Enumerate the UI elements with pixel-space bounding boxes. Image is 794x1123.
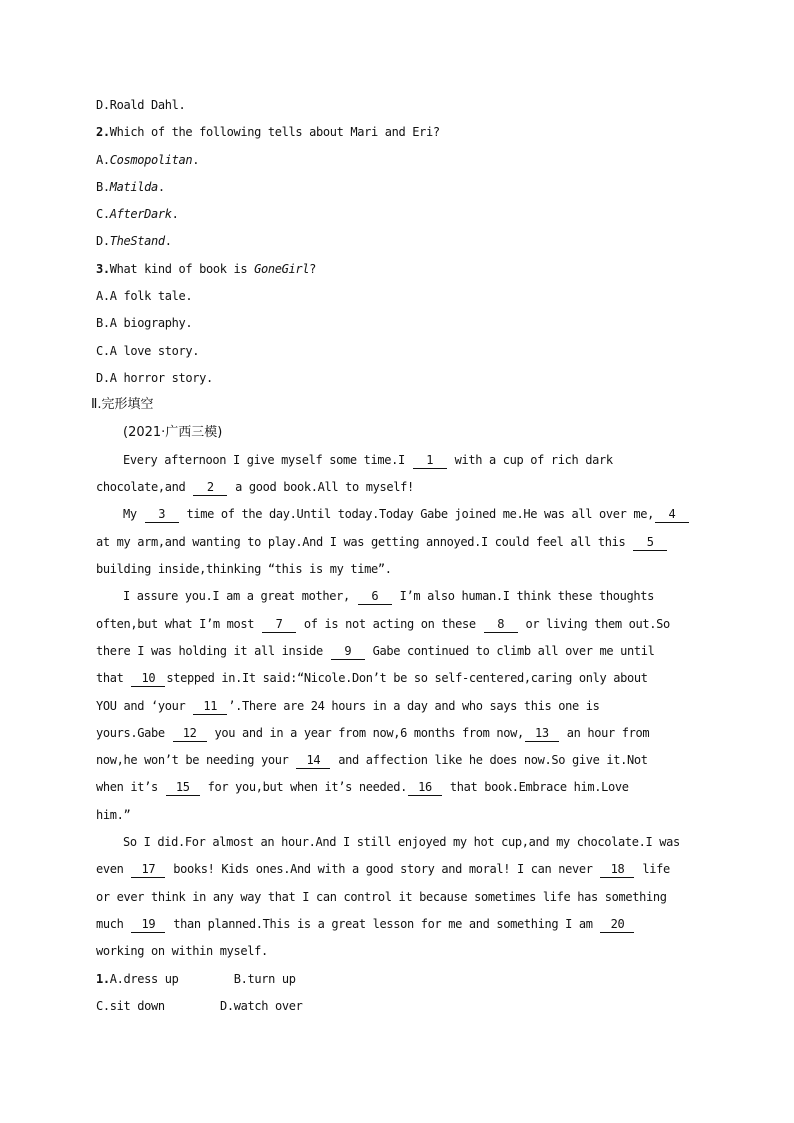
passage-text: often,but what I’m most bbox=[96, 616, 261, 631]
passage-line bbox=[96, 532, 706, 559]
q1-option-d: D.Roald Dahl. bbox=[96, 98, 186, 112]
cloze-passage bbox=[96, 450, 706, 969]
passage-line bbox=[96, 777, 706, 804]
cloze-blank[interactable]: 17 bbox=[131, 862, 165, 878]
book-title: TheStand bbox=[109, 234, 165, 249]
passage-text: time of the day.Until today.Today Gabe joined me.He was all over me, bbox=[179, 507, 654, 522]
passage-text: even bbox=[96, 862, 131, 877]
cloze-q1-row2 bbox=[96, 996, 706, 1023]
q3-option-b[interactable]: B.A biography. bbox=[96, 316, 193, 331]
passage-text: or ever think in any way that I can control it because sometimes life has something bbox=[96, 889, 667, 904]
cloze-q1-option-d[interactable]: D.watch over bbox=[220, 998, 303, 1013]
cloze-blank[interactable]: 20 bbox=[600, 917, 634, 933]
option-end: . bbox=[171, 207, 179, 222]
passage-text: working on within myself. bbox=[96, 944, 268, 959]
passage-text: that bbox=[96, 671, 131, 686]
option-letter: B. bbox=[96, 179, 110, 194]
passage-text: I assure you.I am a great mother, bbox=[123, 589, 357, 604]
cloze-blank[interactable]: 4 bbox=[655, 507, 689, 523]
cloze-blank[interactable]: 2 bbox=[193, 480, 227, 496]
q2-question bbox=[96, 122, 706, 149]
cloze-blank[interactable]: 1 bbox=[413, 453, 447, 469]
cloze-blank[interactable]: 9 bbox=[331, 644, 365, 660]
passage-text: for you,but when it’s needed. bbox=[200, 780, 407, 795]
cloze-blank[interactable]: 10 bbox=[131, 671, 165, 687]
document-page bbox=[91, 95, 706, 1023]
passage-text: stepped in.It said:“Nicole.Don’t be so self-centered,caring only about bbox=[166, 671, 648, 686]
section-title: Ⅱ.完形填空 bbox=[91, 397, 154, 413]
cloze-blank[interactable]: 3 bbox=[145, 507, 179, 523]
book-title: AfterDark bbox=[109, 207, 172, 222]
passage-text: Gabe continued to climb all over me until bbox=[365, 643, 655, 658]
passage-text: I’m also human.I think these thoughts bbox=[392, 589, 654, 604]
q3-option-c[interactable]: C.A love story. bbox=[96, 343, 200, 358]
passage-text: books! Kids ones.And with a good story and moral! I can never bbox=[166, 862, 600, 877]
book-title: Matilda bbox=[109, 179, 158, 194]
passage-line bbox=[96, 641, 706, 668]
passage-line bbox=[96, 450, 706, 477]
option-letter: A. bbox=[96, 152, 110, 167]
cloze-q1-row1 bbox=[96, 969, 706, 996]
passage-text: or living them out.So bbox=[518, 616, 670, 631]
option-letter: C. bbox=[96, 207, 110, 222]
passage-line bbox=[96, 559, 706, 586]
passage-text: ’.There are 24 hours in a day and who says this one is bbox=[228, 698, 600, 713]
cloze-blank[interactable]: 12 bbox=[173, 726, 207, 742]
book-title: Cosmopolitan bbox=[109, 152, 193, 167]
cloze-q1-number: 1. bbox=[96, 971, 110, 986]
q3-question bbox=[96, 259, 706, 286]
cloze-blank[interactable]: 14 bbox=[296, 753, 330, 769]
q3-option-d[interactable]: D.A horror story. bbox=[96, 370, 213, 385]
passage-text: a good book.All to myself! bbox=[228, 480, 414, 495]
passage-text: at my arm,and wanting to play.And I was getting annoyed.I could feel all this bbox=[96, 534, 633, 549]
q2-option-a[interactable] bbox=[96, 150, 706, 177]
passage-text: and affection like he does now.So give it.Not bbox=[331, 753, 648, 768]
passage-line bbox=[96, 696, 706, 723]
passage-line bbox=[96, 941, 706, 968]
passage-text: building inside,thinking “this is my time”. bbox=[96, 562, 392, 577]
passage-line bbox=[96, 750, 706, 777]
passage-text: yours.Gabe bbox=[96, 725, 172, 740]
cloze-q1-option-a[interactable]: A.dress up bbox=[109, 971, 179, 986]
passage-line bbox=[96, 832, 706, 859]
passage-line bbox=[96, 859, 706, 886]
passage-line bbox=[96, 614, 706, 641]
passage-line bbox=[96, 668, 706, 695]
q3-text: What kind of book is bbox=[109, 261, 255, 276]
cloze-blank[interactable]: 6 bbox=[358, 589, 392, 605]
cloze-blank[interactable]: 5 bbox=[633, 535, 667, 551]
q2-option-b[interactable] bbox=[96, 177, 706, 204]
cloze-q1-option-c[interactable]: C.sit down bbox=[96, 998, 165, 1013]
cloze-blank[interactable]: 16 bbox=[408, 780, 442, 796]
passage-line bbox=[96, 586, 706, 613]
passage-line bbox=[96, 477, 706, 504]
cloze-blank[interactable]: 8 bbox=[484, 617, 518, 633]
passage-line bbox=[96, 723, 706, 750]
option-end: . bbox=[157, 179, 165, 194]
q2-option-d[interactable] bbox=[96, 231, 706, 258]
passage-line bbox=[96, 504, 706, 531]
passage-line bbox=[96, 914, 706, 941]
passage-text: an hour from bbox=[559, 725, 650, 740]
cloze-blank[interactable]: 18 bbox=[600, 862, 634, 878]
passage-text: him.” bbox=[96, 807, 131, 822]
passage-text: that book.Embrace him.Love bbox=[443, 780, 629, 795]
passage-text: So I did.For almost an hour.And I still enjoyed my hot cup,and my chocolate.I was bbox=[123, 835, 680, 850]
q2-option-c[interactable] bbox=[96, 204, 706, 231]
passage-line bbox=[96, 805, 706, 832]
cloze-q1-option-b[interactable]: B.turn up bbox=[233, 971, 296, 986]
q3-number: 3. bbox=[96, 261, 110, 276]
option-end: . bbox=[192, 152, 200, 167]
passage-line bbox=[96, 887, 706, 914]
q2-text: Which of the following tells about Mari and Eri? bbox=[109, 125, 440, 140]
option-letter: D. bbox=[96, 234, 110, 249]
q3-end: ? bbox=[309, 261, 316, 276]
book-title: GoneGirl bbox=[254, 261, 310, 276]
section-source: (2021·广西三模) bbox=[123, 424, 223, 440]
passage-text: YOU and ‘your bbox=[96, 698, 193, 713]
q3-option-a[interactable]: A.A folk tale. bbox=[96, 289, 193, 304]
cloze-blank[interactable]: 15 bbox=[166, 780, 200, 796]
passage-text: of is not acting on these bbox=[297, 616, 483, 631]
passage-text: life bbox=[635, 862, 670, 877]
cloze-blank[interactable]: 7 bbox=[262, 617, 296, 633]
passage-text: chocolate,and bbox=[96, 480, 193, 495]
q2-number: 2. bbox=[96, 125, 110, 140]
passage-text: there I was holding it all inside bbox=[96, 643, 330, 658]
passage-text: you and in a year from now,6 months from now, bbox=[207, 725, 524, 740]
passage-text: Every afternoon I give myself some time.I bbox=[123, 452, 412, 467]
passage-text: now,he won’t be needing your bbox=[96, 753, 296, 768]
cloze-blank[interactable]: 13 bbox=[525, 726, 559, 742]
passage-text: than planned.This is a great lesson for me and something I am bbox=[166, 916, 600, 931]
passage-text: with a cup of rich dark bbox=[447, 452, 613, 467]
option-end: . bbox=[164, 234, 172, 249]
cloze-blank[interactable]: 11 bbox=[193, 699, 227, 715]
cloze-blank[interactable]: 19 bbox=[131, 917, 165, 933]
passage-text: My bbox=[123, 507, 144, 522]
passage-text: when it’s bbox=[96, 780, 165, 795]
passage-text: much bbox=[96, 916, 131, 931]
